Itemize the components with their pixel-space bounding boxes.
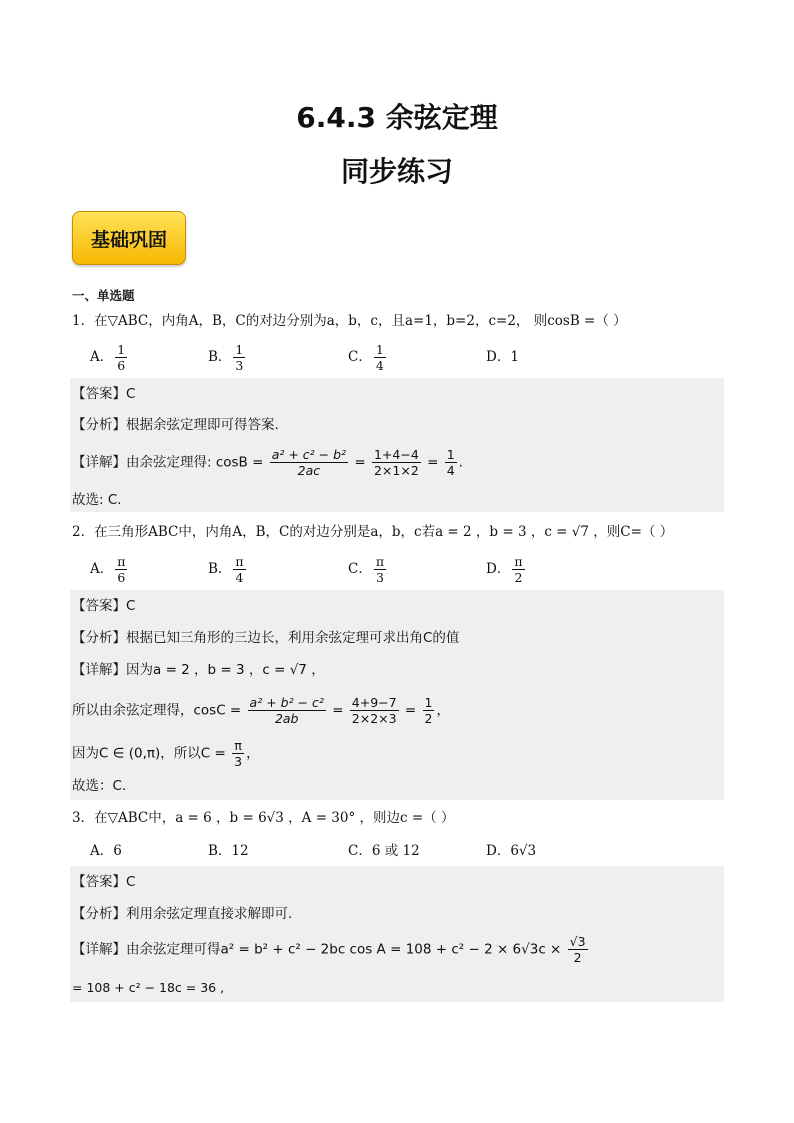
q1-answer: 【答案】C: [72, 386, 136, 402]
q3-option-d: D．6√3: [486, 843, 537, 859]
q2-detail-3: 因为C ∈ (0,π)，所以C = $\frac{\pi}{3}$ ，: [72, 738, 260, 769]
q1-choice: 故选: C.: [72, 492, 122, 508]
q3-option-b: B．12: [208, 843, 249, 859]
q2-choice: 故选：C.: [72, 778, 127, 794]
page-title: 6.4.3 余弦定理: [296, 101, 498, 134]
q1-solution-panel: [70, 378, 724, 512]
q3-analysis: 【分析】利用余弦定理直接求解即可.: [72, 906, 293, 922]
q2-stem: 2．在三角形ABC中，内角A，B，C的对边分别是a，b，c若a = 2 ，b = 3 ，c = √7 ，则C=（ ）: [72, 524, 674, 540]
q1-detail: 【详解】由余弦定理得: cosB = $\frac{\text{a² + c² − b²}}{2ac}$ = $\frac{1+4-4}{2\times 1\times 2}$ = $\frac{1}{4}$ .: [72, 447, 463, 478]
q3-detail-1: 【详解】由余弦定理可得a² = b² + c² − 2bc cos A = 108 + c² − 2 × 6√3c × $\frac{√3}{2}$: [72, 934, 586, 965]
q3-option-c: C．6 或 12: [348, 843, 420, 859]
q2-option-a: A． $\frac{\pi}{6}$: [90, 554, 126, 585]
section-heading: 一、单选题: [72, 288, 135, 303]
q3-detail-2: = 108 + c² − 18c = 36 ,: [72, 980, 225, 995]
q2-option-c: C． $\frac{\pi}{3}$: [348, 554, 385, 585]
q2-answer: 【答案】C: [72, 598, 136, 614]
section-badge: 基础巩固: [72, 211, 186, 265]
q1-option-d: D．1: [486, 349, 519, 365]
q1-option-b: B． $\frac{1}{3}$: [208, 342, 244, 373]
q3-option-a: A．6: [90, 843, 122, 859]
page-subtitle: 同步练习: [340, 155, 453, 188]
q2-detail-2: 所以由余弦定理得，cosC = $\frac{\text{a² + b² − c²}}{2ab}$ = $\frac{4+9-7}{2\times 2\times 3}$ = $\frac{1}{2}$ ，: [72, 695, 450, 726]
q1-option-a: A． $\frac{1}{6}$: [90, 342, 126, 373]
q2-analysis: 【分析】根据已知三角形的三边长，利用余弦定理可求出角C的值: [72, 630, 460, 646]
q1-option-c: C． $\frac{1}{4}$: [348, 342, 384, 373]
q1-stem: 1．在▽ABC，内角A，B，C的对边分别为a，b，c，且a=1，b=2，c=2， 则cosB =（ ）: [72, 313, 627, 329]
q3-answer: 【答案】C: [72, 874, 136, 890]
q1-analysis: 【分析】根据余弦定理即可得答案.: [72, 417, 279, 433]
q3-stem: 3．在▽ABC中，a = 6 ，b = 6√3 ，A = 30° ，则边c =（ ）: [72, 810, 455, 826]
q2-option-b: B． $\frac{\pi}{4}$: [208, 554, 244, 585]
q2-option-d: D． $\frac{\pi}{2}$: [486, 554, 523, 585]
q2-detail-1: 【详解】因为a = 2 ，b = 3 ，c = √7 ，: [72, 662, 325, 678]
